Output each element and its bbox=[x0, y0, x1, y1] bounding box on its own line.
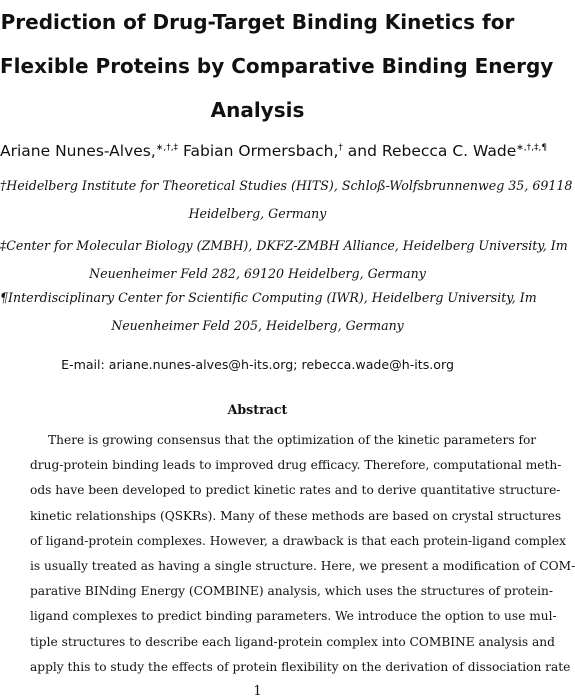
page-number: 1 bbox=[253, 684, 262, 699]
affiliation-line: Heidelberg, Germany bbox=[188, 206, 327, 221]
abstract-line: of ligand-protein complexes. However, a drawback is that each protein-ligand complex bbox=[30, 533, 567, 548]
title-line: Flexible Proteins by Comparative Binding Energy bbox=[0, 54, 554, 78]
abstract-line: There is growing consensus that the optimization of the kinetic parameters for bbox=[48, 433, 537, 447]
abstract-line: kinetic relationships (QSKRs). Many of these methods are based on crystal structures bbox=[30, 508, 562, 523]
affiliation-line: †Heidelberg Institute for Theoretical Studies (HITS), Schloß-Wolfsbrunnenweg 35, 69118 bbox=[0, 178, 573, 193]
affiliation-iwr bbox=[0, 284, 537, 340]
title-line: Prediction of Drug-Target Binding Kinetics for bbox=[0, 10, 515, 34]
abstract-line: parative BINding Energy (COMBINE) analysis, which uses the structures of protein- bbox=[30, 584, 553, 599]
affiliation-line: ¶Interdisciplinary Center for Scientific Computing (IWR), Heidelberg University, Im bbox=[0, 290, 537, 305]
affiliation-line: Neuenheimer Feld 282, 69120 Heidelberg, Germany bbox=[89, 266, 426, 281]
contact-email: E-mail: ariane.nunes-alves@h-its.org; rebecca.wade@h-its.org bbox=[61, 357, 454, 372]
author-name: Fabian Ormersbach, bbox=[178, 142, 339, 160]
abstract-text bbox=[30, 428, 575, 680]
title-line: Analysis bbox=[210, 98, 305, 122]
paper-title bbox=[0, 0, 554, 132]
affiliation-hits bbox=[0, 172, 573, 228]
abstract-line: tiple structures to describe each ligand-protein complex into COMBINE analysis and bbox=[30, 634, 555, 649]
author-affiliation-marks: † bbox=[338, 143, 343, 153]
author-affiliation-marks: ∗,†,‡ bbox=[155, 143, 179, 153]
abstract-line: is usually treated as having a single structure. Here, we present a modification of COM- bbox=[30, 559, 575, 574]
author-affiliation-marks: ∗,†,‡,¶ bbox=[516, 143, 548, 153]
affiliation-line: Neuenheimer Feld 205, Heidelberg, Germany bbox=[111, 318, 404, 333]
author-name: and Rebecca C. Wade bbox=[342, 142, 517, 160]
abstract-line: ods have been developed to predict kinetic rates and to derive quantitative structure- bbox=[30, 483, 561, 498]
abstract-line: apply this to study the effects of protein flexibility on the derivation of dissociation rate bbox=[30, 659, 571, 674]
affiliation-zmbh bbox=[0, 232, 568, 288]
author-list bbox=[0, 142, 548, 160]
abstract-line: drug-protein binding leads to improved drug efficacy. Therefore, computational meth- bbox=[30, 458, 562, 473]
affiliation-line: ‡Center for Molecular Biology (ZMBH), DKFZ-ZMBH Alliance, Heidelberg University, Im bbox=[0, 238, 568, 253]
abstract-line: ligand complexes to predict binding parameters. We introduce the option to use mul- bbox=[30, 609, 557, 624]
abstract-heading: Abstract bbox=[227, 402, 288, 417]
author-name: Ariane Nunes-Alves, bbox=[0, 142, 156, 160]
